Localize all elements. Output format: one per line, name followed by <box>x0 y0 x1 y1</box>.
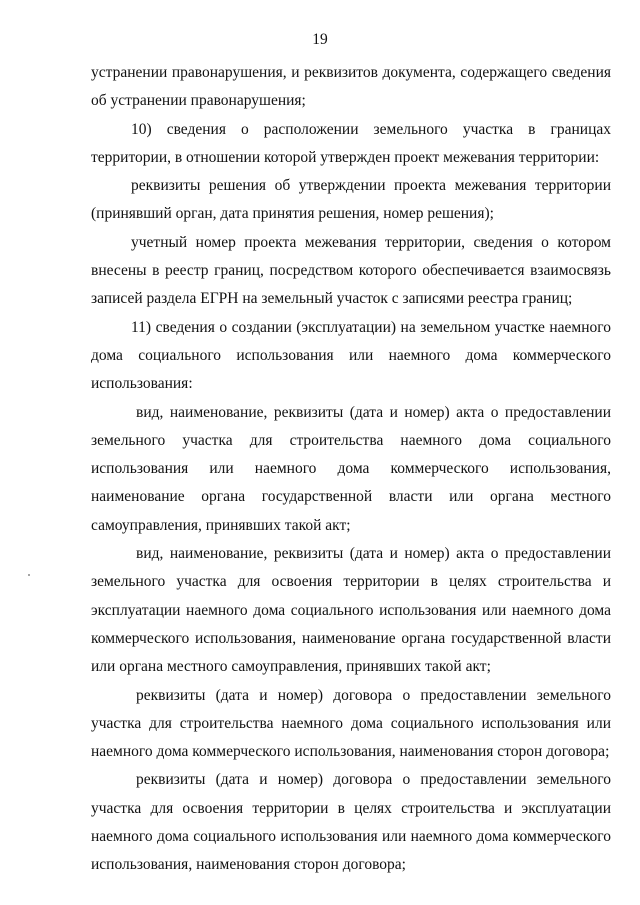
paragraph-plan-decision: реквизиты решения об утверждении проекта межевания территории (принявший орган, дата принятия решения, номер решения); <box>91 177 611 223</box>
document-body <box>91 59 611 880</box>
paragraph-plan-number: учетный номер проекта межевания территории, сведения о котором внесены в реестр границ, посредством которого обеспечивается взаимосвязь записей раздела ЕГРН на земельный участок с записями реестра границ; <box>91 233 611 308</box>
paragraph-act-construction: вид, наименование, реквизиты (дата и номер) акта о предоставлении земельного участка для строительства наемного дома социального использования или наемного дома коммерческого использования, наименование органа государственной власти или органа местного самоуправления, принявших такой акт; <box>91 403 611 534</box>
paragraph-contract-construction: реквизиты (дата и номер) договора о предоставлении земельного участка для строительства наемного дома социального использования или наемного дома коммерческого использования, наименования сторон договора; <box>91 686 611 761</box>
page-number: 19 <box>312 31 328 48</box>
scan-speck <box>28 574 30 576</box>
paragraph-item-11: 11) сведения о создании (эксплуатации) на земельном участке наемного дома социального использования или наемного дома коммерческого использования: <box>91 318 611 393</box>
paragraph-item-10: 10) сведения о расположении земельного участка в границах территории, в отношении которой утвержден проект межевания территории: <box>91 120 611 166</box>
paragraph-contract-development: реквизиты (дата и номер) договора о предоставлении земельного участка для освоения территории в целях строительства и эксплуатации наемного дома социального использования или наемного дома коммерческого использования, наименования сторон договора; <box>91 771 611 874</box>
paragraph-act-development: вид, наименование, реквизиты (дата и номер) акта о предоставлении земельного участка для освоения территории в целях строительства и эксплуатации наемного дома социального использования или наемного дома коммерческого использования, наименование органа государственной власти или органа местного самоуправления, принявших такой акт; <box>91 545 611 676</box>
paragraph-continuation: устранении правонарушения, и реквизитов документа, содержащего сведения об устранении правонарушения; <box>91 64 611 110</box>
